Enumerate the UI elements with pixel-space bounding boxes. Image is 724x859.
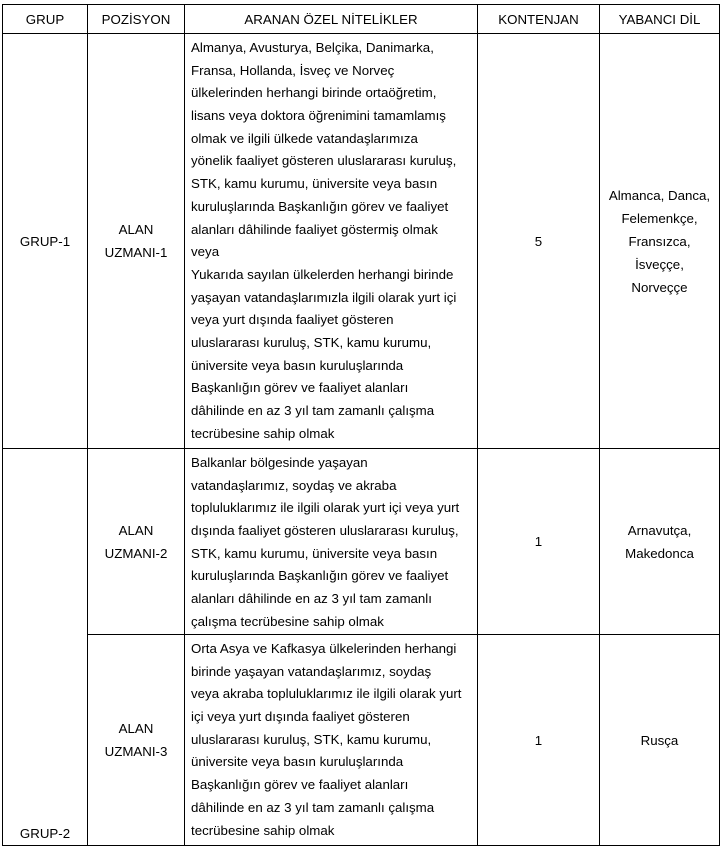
pozisyon-cell <box>88 635 185 846</box>
grup-label: GRUP-2 <box>19 826 71 841</box>
nitelik-line: lisans veya doktora öğrenimini tamamlamış <box>191 108 446 124</box>
header-grup: GRUP <box>3 5 88 34</box>
nitelik-line: uluslararası kuruluş, STK, kamu kurumu, <box>191 731 432 747</box>
header-dil: YABANCI DİL <box>600 5 720 34</box>
nitelik-line: uluslararası kuruluş, STK, kamu kurumu, <box>191 334 432 350</box>
dil-line: Arnavutça, <box>627 522 692 538</box>
nitelikler-cell <box>185 635 478 846</box>
dil-cell <box>600 635 720 846</box>
nitelikler-cell <box>185 449 478 635</box>
nitelik-line: Başkanlığın görev ve faaliyet alanları <box>191 777 409 793</box>
nitelik-line: vatandaşlarımız, soydaş ve akraba <box>191 477 397 493</box>
nitelik-line: Başkanlığın görev ve faaliyet alanları <box>191 380 409 396</box>
header-pozisyon: POZİSYON <box>88 5 185 34</box>
nitelik-line: dâhilinde en az 3 yıl tam zamanlı çalışma <box>191 799 435 815</box>
nitelik-line: üniversite veya basın kuruluşlarında <box>191 357 404 373</box>
nitelikler-cell <box>185 34 478 449</box>
grup-cell <box>3 635 88 846</box>
nitelik-line: STK, kamu kurumu, üniversite veya basın <box>191 176 438 192</box>
dil-line: İsveççe, <box>635 256 684 272</box>
kontenjan-value: 1 <box>534 534 543 549</box>
nitelik-line: kuruluşlarında Başkanlığın görev ve faaliyet <box>191 568 449 584</box>
pozisyon-cell <box>88 449 185 635</box>
pozisyon-line: UZMANI-3 <box>104 744 168 759</box>
table-row <box>3 449 720 635</box>
nitelik-line: birinde yaşayan vatandaşlarımız, soydaş <box>191 663 432 679</box>
dil-cell <box>600 34 720 449</box>
nitelik-line: alanları dâhilinde faaliyet göstermiş olmak <box>191 221 438 237</box>
grup-cell <box>3 449 88 635</box>
nitelik-line: alanları dâhilinde en az 3 yıl tam zamanlı <box>191 591 432 607</box>
nitelik-line: veya yurt dışında faaliyet gösteren <box>191 312 394 328</box>
grup-label: GRUP-1 <box>19 233 71 249</box>
nitelik-line: Orta Asya ve Kafkasya ülkelerinden herhangi <box>191 641 457 656</box>
nitelik-line: ülkelerinden herhangi birinde ortaöğretim, <box>191 85 437 101</box>
nitelik-line: Almanya, Avusturya, Belçika, Danimarka, <box>191 40 434 55</box>
kontenjan-value: 5 <box>534 233 543 249</box>
nitelik-line: Yukarıda sayılan ülkelerden herhangi birinde <box>191 266 454 282</box>
nitelik-line: olmak ve ilgili ülkede vatandaşlarımıza <box>191 130 418 146</box>
nitelik-line: tecrübesine sahip olmak <box>191 822 335 838</box>
nitelik-line: içi veya yurt dışında faaliyet gösteren <box>191 709 410 725</box>
pozisyon-line: ALAN <box>118 222 154 237</box>
dil-line: Almanca, Danca, <box>608 187 711 203</box>
nitelik-line: dışında faaliyet gösteren uluslararası kuruluş, <box>191 523 459 539</box>
nitelik-line: çalışma tecrübesine sahip olmak <box>191 613 384 629</box>
nitelik-line: Fransa, Hollanda, İsveç ve Norveç <box>191 62 395 78</box>
dil-line: Norveççe <box>631 279 688 295</box>
table-row <box>3 635 720 846</box>
nitelik-line: yaşayan vatandaşlarımızla ilgili olarak yurt içi <box>191 289 457 305</box>
nitelik-line: veya akraba topluluklarımız ile ilgili olarak yurt <box>191 686 462 702</box>
nitelik-line: dâhilinde en az 3 yıl tam zamanlı çalışma <box>191 403 435 418</box>
nitelik-line: topluluklarımız ile ilgili olarak yurt içi veya yurt <box>191 500 460 516</box>
dil-line: Rusça <box>640 732 679 748</box>
dil-line: Makedonca <box>625 545 694 561</box>
nitelik-line: üniversite veya basın kuruluşlarında <box>191 754 404 770</box>
header-row <box>3 5 720 34</box>
nitelik-line: STK, kamu kurumu, üniversite veya basın <box>191 545 438 561</box>
pozisyon-line: ALAN <box>118 522 154 538</box>
header-kontenjan: KONTENJAN <box>478 5 600 34</box>
pozisyon-line: UZMANI-2 <box>104 545 168 561</box>
kontenjan-cell <box>478 449 600 635</box>
kontenjan-cell <box>478 635 600 846</box>
grup-cell <box>3 34 88 449</box>
nitelik-line: yönelik faaliyet gösteren uluslararası kuruluş, <box>191 153 457 169</box>
kontenjan-value: 1 <box>534 732 543 748</box>
pozisyon-line: UZMANI-1 <box>104 245 168 260</box>
nitelik-line: kuruluşlarında Başkanlığın görev ve faaliyet <box>191 198 449 214</box>
header-nitelikler: ARANAN ÖZEL NİTELİKLER <box>185 5 478 34</box>
dil-line: Felemenkçe, <box>621 210 698 226</box>
positions-table <box>2 4 720 846</box>
dil-cell <box>600 449 720 635</box>
pozisyon-line: ALAN <box>118 721 154 736</box>
table-row <box>3 34 720 449</box>
nitelik-line: tecrübesine sahip olmak <box>191 425 335 441</box>
dil-line: Fransızca, <box>628 233 691 249</box>
pozisyon-cell <box>88 34 185 449</box>
nitelik-line: Balkanlar bölgesinde yaşayan <box>191 455 368 470</box>
kontenjan-cell <box>478 34 600 449</box>
nitelik-line: veya <box>191 244 220 260</box>
